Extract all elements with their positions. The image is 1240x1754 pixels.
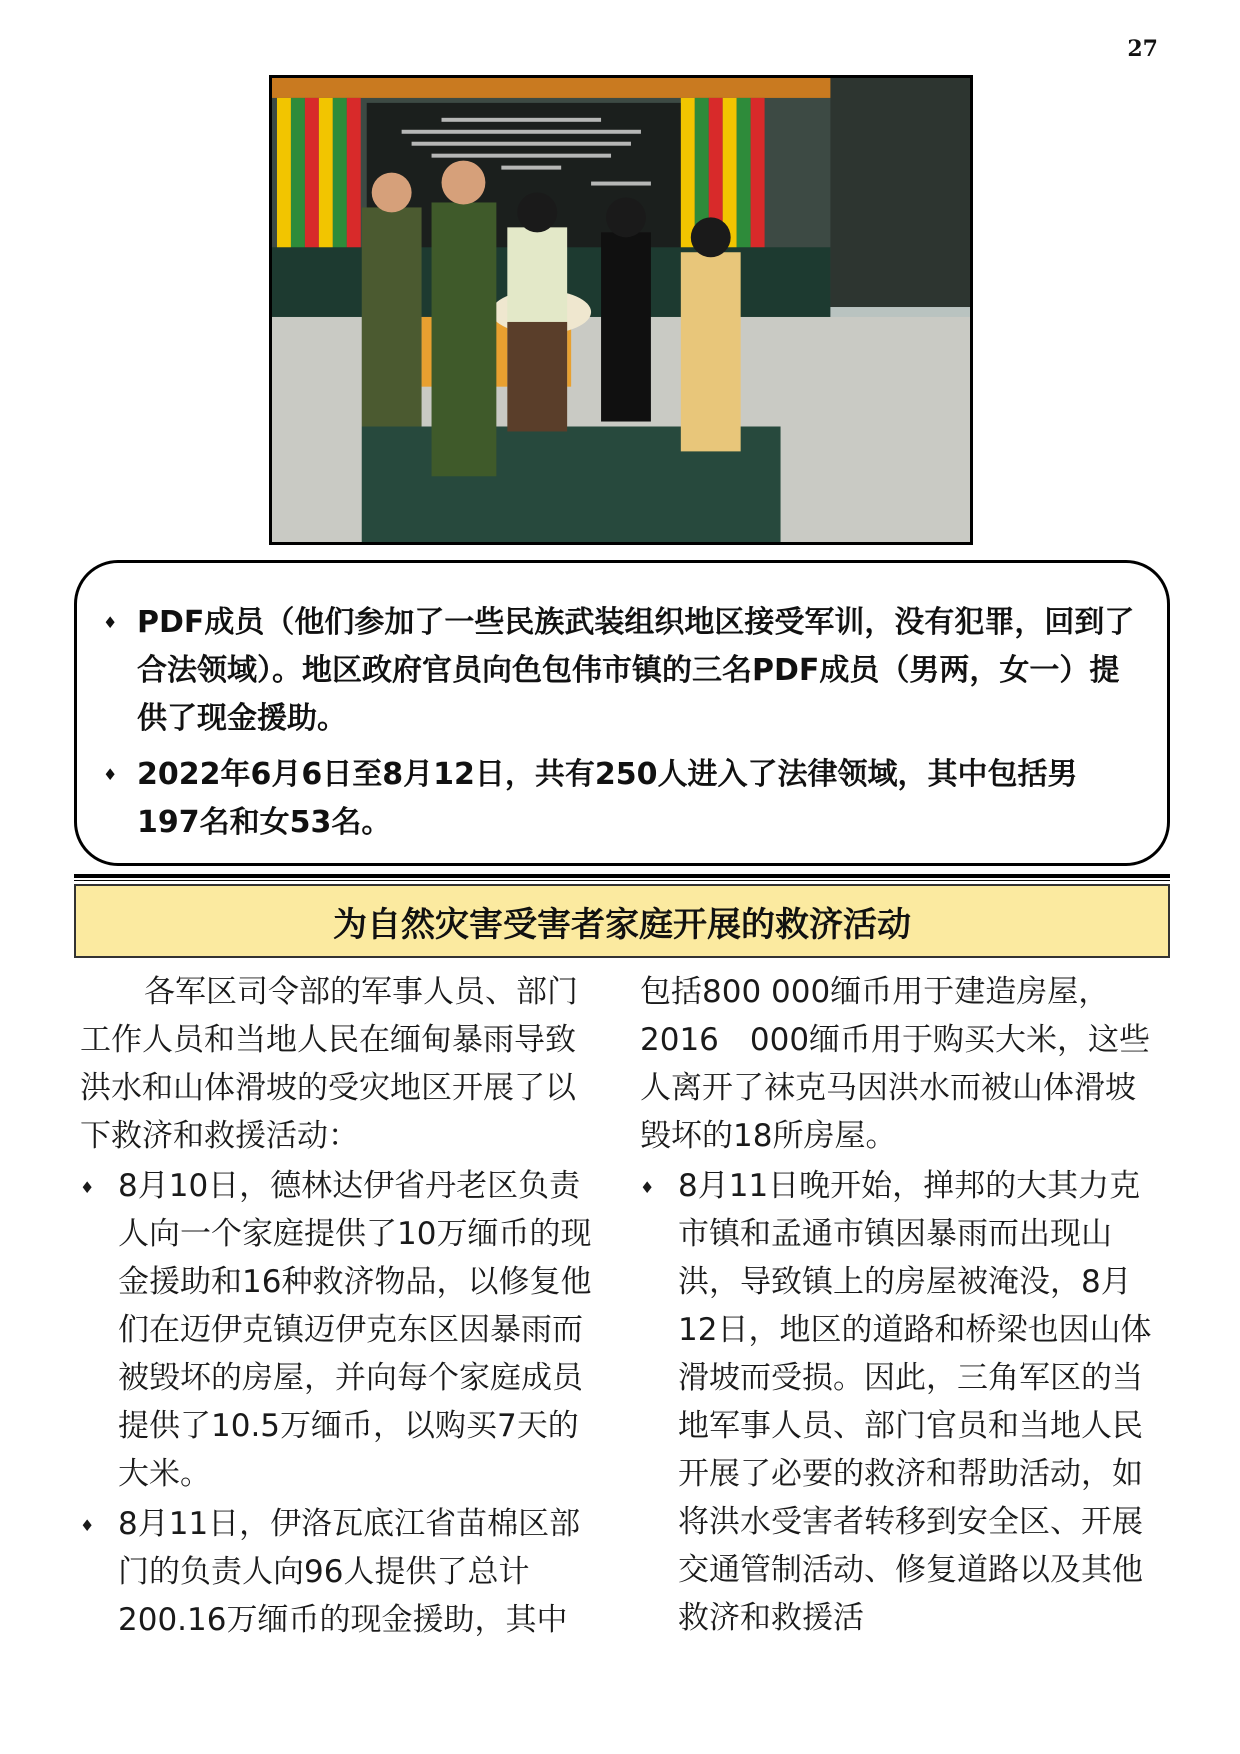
divider <box>74 874 1170 878</box>
right-column <box>640 968 1160 1644</box>
diamond-bullet-icon: ♦ <box>80 1178 95 1197</box>
pdf-members-info-box <box>74 560 1170 866</box>
item-text: 8月11日，伊洛瓦底江省苗棉区部门的负责人向96人提供了总计200.16万缅币的现金援助，其中 <box>118 1506 581 1638</box>
diamond-bullet-icon: ♦ <box>80 1516 95 1535</box>
continuation-paragraph: 包括800 000缅币用于建造房屋，2016 000缅币用于购买大米，这些人离开了袜克马因洪水而被山体滑坡毁坏的18所房屋。 <box>640 974 1151 1154</box>
info-list <box>77 563 1167 847</box>
divider <box>74 880 1170 881</box>
info-text: 2022年6月6日至8月12日，共有250人进入了法律领域，其中包括男197名和女53名。 <box>137 757 1078 840</box>
ceremony-photo <box>269 75 973 545</box>
relief-list <box>80 1162 600 1644</box>
diamond-bullet-icon: ♦ <box>103 765 118 784</box>
list-item <box>80 1162 600 1498</box>
list-item <box>103 599 1137 743</box>
diamond-bullet-icon: ♦ <box>103 613 118 632</box>
section-heading: 为自然灾害受害者家庭开展的救济活动 <box>74 884 1170 958</box>
list-item <box>103 751 1137 847</box>
list-item <box>80 1500 600 1644</box>
info-text: PDF成员（他们参加了一些民族武装组织地区接受军训，没有犯罪，回到了合法领域）。地区政府官员向色包伟市镇的三名PDF成员（男两，女一）提供了现金援助。 <box>137 605 1135 736</box>
ceremony-photo-illustration <box>272 78 970 542</box>
intro-paragraph: 各军区司令部的军事人员、部门工作人员和当地人民在缅甸暴雨导致洪水和山体滑坡的受灾地区开展了以下救济和救援活动： <box>80 974 578 1154</box>
list-item <box>640 1162 1160 1642</box>
item-text: 8月10日，德林达伊省丹老区负责人向一个家庭提供了10万缅币的现金援助和16种救济物品，以修复他们在迈伊克镇迈伊克东区因暴雨而被毁坏的房屋，并向每个家庭成员提供了10.5万缅币，以购买7天的大米。 <box>118 1168 592 1492</box>
left-column <box>80 968 600 1646</box>
page-number: 27 <box>1127 36 1158 62</box>
diamond-bullet-icon: ♦ <box>640 1178 655 1197</box>
item-text: 8月11日晚开始，掸邦的大其力克市镇和孟通市镇因暴雨而出现山洪，导致镇上的房屋被淹没，8月12日，地区的道路和桥梁也因山体滑坡而受损。因此，三角军区的当地军事人员、部门官员和当地人民开展了必要的救济和帮助活动，如将洪水受害者转移到安全区、开展交通管制活动、修复道路以及其他救济和救援活 <box>678 1168 1152 1636</box>
relief-list <box>640 1162 1160 1642</box>
